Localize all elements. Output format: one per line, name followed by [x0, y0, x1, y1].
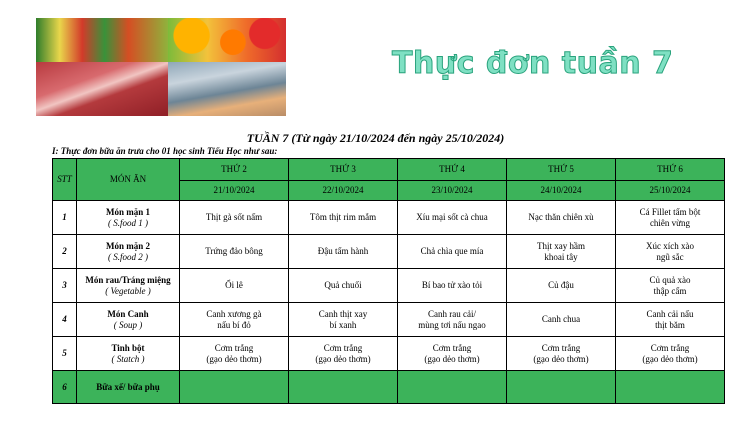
dish-name: Canh cải nấu [646, 308, 694, 319]
dish-type-label: Món Canh [107, 308, 149, 319]
dish-name: bí xanh [329, 319, 357, 330]
menu-note: I: Thực đơn bữa ăn trưa cho 01 học sinh Tiểu Học như sau: [52, 146, 278, 156]
menu-cell [616, 303, 725, 337]
table-row [53, 201, 725, 235]
dish-name: khoai tây [544, 251, 578, 262]
menu-cell [180, 303, 289, 337]
dish-name: Củ quả xào [649, 274, 691, 285]
row-stt: 1 [53, 201, 77, 235]
dish-name: Đậu tẩm hành [317, 246, 369, 257]
dish-name: Thịt gà sốt nấm [205, 212, 263, 223]
header-date: 25/10/2024 [616, 181, 725, 201]
dish-name: (gạo dẻo thơm) [642, 353, 698, 364]
dish-type-label: Món rau/Tráng miệng [85, 274, 171, 285]
menu-cell [289, 269, 398, 303]
header-day: THỨ 2 [180, 159, 289, 181]
dish-name: Canh xương gà [206, 308, 262, 319]
menu-cell [507, 201, 616, 235]
dish-name: Canh rau cải/ [428, 308, 476, 319]
menu-table [52, 158, 725, 404]
table-row [53, 235, 725, 269]
table-row [53, 303, 725, 337]
menu-cell [180, 371, 289, 404]
dish-name: (gạo dẻo thơm) [533, 353, 589, 364]
menu-cell [180, 201, 289, 235]
table-row [53, 337, 725, 371]
menu-cell [616, 201, 725, 235]
dish-type-label: Món mặn 1 [105, 206, 150, 217]
row-stt: 4 [53, 303, 77, 337]
header-date: 21/10/2024 [180, 181, 289, 201]
dish-name: Quả chuối [324, 280, 362, 291]
header-date: 23/10/2024 [398, 181, 507, 201]
menu-cell [398, 269, 507, 303]
page-title: Thực đơn tuần 7 [392, 46, 674, 81]
menu-cell [616, 371, 725, 404]
row-stt: 3 [53, 269, 77, 303]
dish-name: Cơm trắng [650, 342, 690, 353]
menu-cell [507, 303, 616, 337]
dish-name: nấu bí đỏ [217, 319, 251, 330]
dish-type-code: ( Vegetable ) [105, 285, 151, 296]
menu-cell [289, 337, 398, 371]
dish-name: Chả chìa que mía [420, 246, 484, 257]
fruits-photo [168, 18, 286, 62]
menu-cell [507, 371, 616, 404]
table-row [53, 269, 725, 303]
dish-name: Thịt xay hầm [537, 240, 585, 251]
menu-cell [616, 337, 725, 371]
menu-cell [616, 269, 725, 303]
dish-name: (gạo dẻo thơm) [206, 353, 262, 364]
dish-name: chiên vừng [649, 217, 691, 228]
dish-name: Nạc thăn chiên xù [528, 212, 594, 223]
row-dish-type [77, 303, 180, 337]
dish-name: ngũ sắc [656, 251, 684, 262]
row-dish-type [77, 337, 180, 371]
dish-name: Cơm trắng [432, 342, 472, 353]
menu-cell [616, 235, 725, 269]
menu-cell [289, 303, 398, 337]
dish-type-label: Bữa xế/ bữa phụ [96, 381, 160, 392]
dish-type-label: Món mặn 2 [105, 240, 150, 251]
vegetables-photo [36, 18, 168, 62]
dish-name: Canh thịt xay [318, 308, 368, 319]
menu-cell [180, 269, 289, 303]
row-stt: 5 [53, 337, 77, 371]
menu-cell [507, 337, 616, 371]
menu-cell [507, 269, 616, 303]
row-dish-type [77, 201, 180, 235]
row-stt: 2 [53, 235, 77, 269]
dish-name: Tôm thịt rim mắm [309, 212, 377, 223]
menu-cell [398, 201, 507, 235]
menu-cell [398, 371, 507, 404]
dish-name: Củ đậu [548, 280, 574, 291]
dish-name: thịt băm [655, 319, 685, 330]
dish-name: Xíu mại sốt cà chua [416, 212, 488, 223]
dish-name: Cơm trắng [214, 342, 254, 353]
dish-type-code: ( S.food 1 ) [108, 217, 148, 228]
menu-cell [289, 371, 398, 404]
header-day: THỨ 5 [507, 159, 616, 181]
dish-name: Cơm trắng [541, 342, 581, 353]
dish-type-code: ( S.food 2 ) [108, 251, 148, 262]
row-dish-type [77, 371, 180, 404]
dish-type-code: ( Statch ) [111, 353, 145, 364]
header-day: THỨ 4 [398, 159, 507, 181]
header-day: THỨ 6 [616, 159, 725, 181]
dish-type-label: Tinh bột [111, 342, 145, 353]
menu-cell [398, 337, 507, 371]
dish-type-code: ( Soup ) [113, 319, 143, 330]
fish-photo [168, 62, 286, 116]
menu-cell [398, 235, 507, 269]
dish-name: Cơm trắng [323, 342, 363, 353]
dish-name: mùng tơi nấu ngao [418, 319, 486, 330]
dish-name: Xúc xích xào [646, 240, 694, 251]
menu-cell [507, 235, 616, 269]
row-dish-type [77, 235, 180, 269]
dish-name: Bí bao tử xào tỏi [421, 280, 483, 291]
header-stt: STT [53, 159, 77, 201]
dish-name: Canh chua [541, 314, 581, 325]
dish-name: (gạo dẻo thơm) [315, 353, 371, 364]
week-heading: TUẦN 7 (Từ ngày 21/10/2024 đến ngày 25/10/2024) [246, 131, 505, 145]
header-day: THỨ 3 [289, 159, 398, 181]
row-stt: 6 [53, 371, 77, 404]
menu-cell [180, 337, 289, 371]
menu-cell [180, 235, 289, 269]
menu-cell [289, 235, 398, 269]
header-date: 22/10/2024 [289, 181, 398, 201]
dish-name: Cá Fillet tẩm bột [639, 206, 701, 217]
row-dish-type [77, 269, 180, 303]
menu-cell [398, 303, 507, 337]
menu-cell [289, 201, 398, 235]
dish-name: thập cẩm [653, 285, 687, 296]
dish-name: (gạo dẻo thơm) [424, 353, 480, 364]
dish-name: Trứng đảo bông [205, 246, 263, 257]
dish-name: Ổi lê [225, 280, 243, 291]
header-date: 24/10/2024 [507, 181, 616, 201]
table-row [53, 371, 725, 404]
meat-photo [36, 62, 168, 116]
header-mon-an: MÓN ĂN [77, 159, 180, 201]
